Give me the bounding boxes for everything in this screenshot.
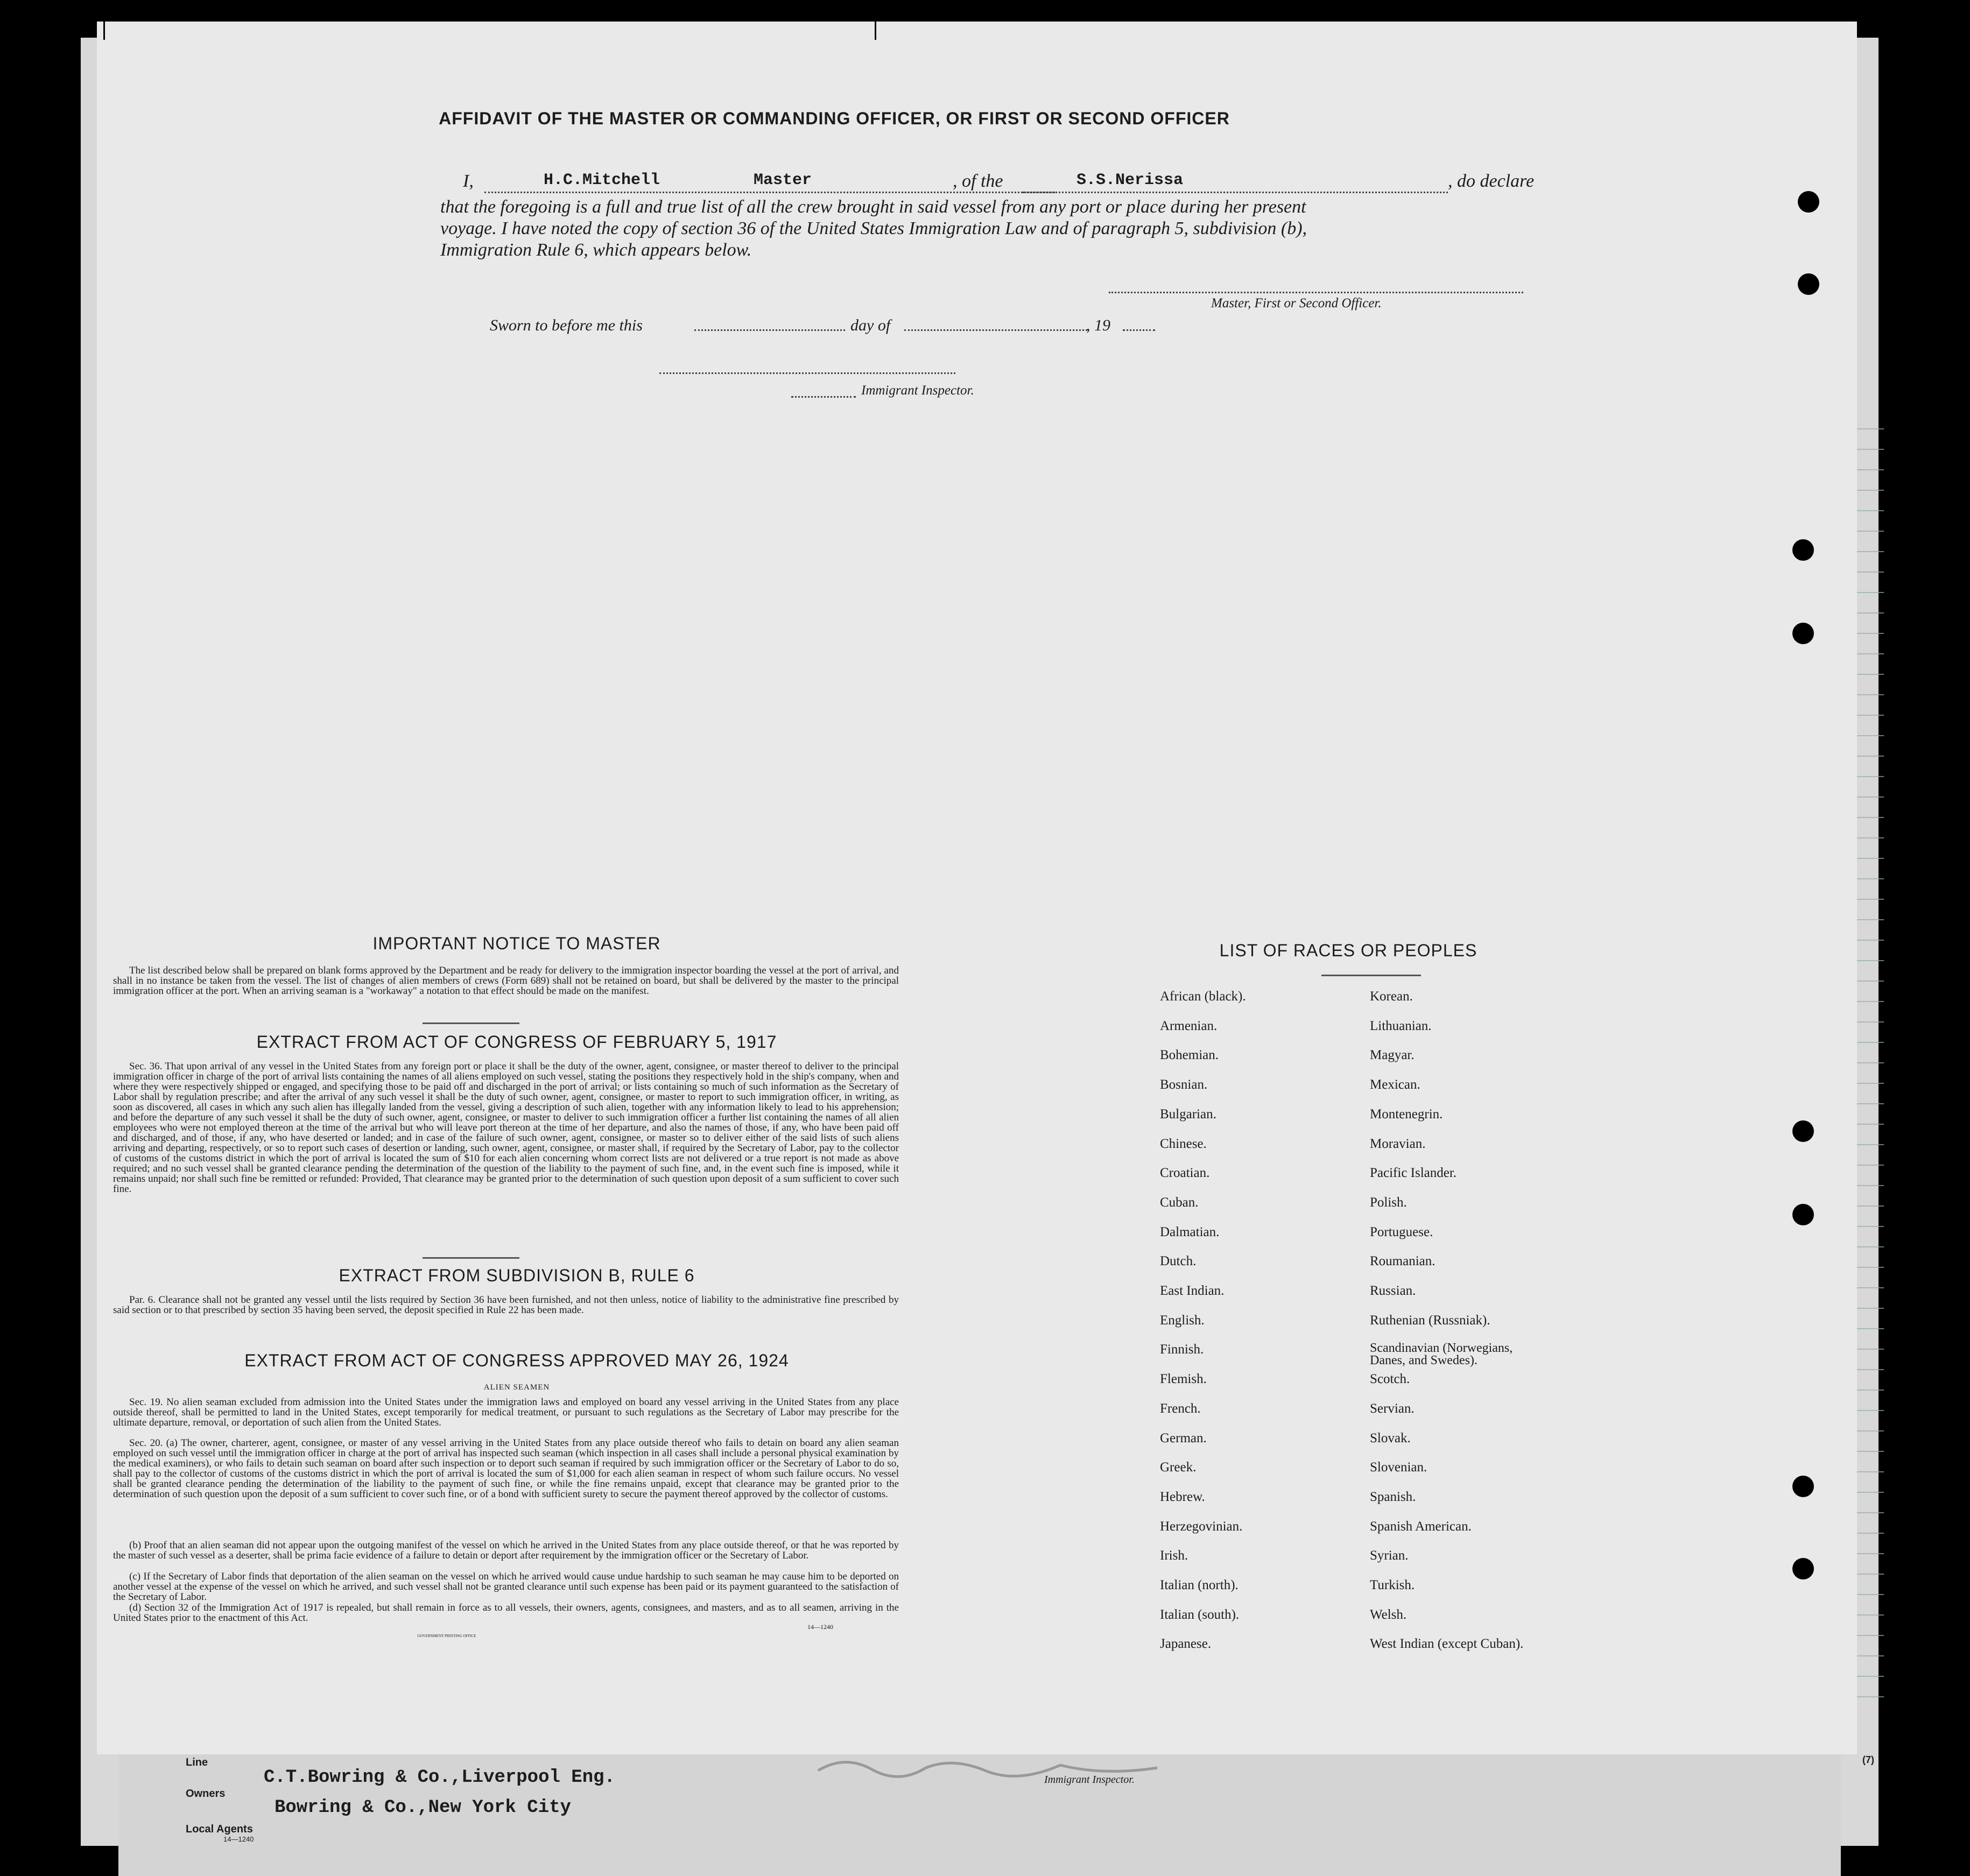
vessel-field xyxy=(1023,171,1448,193)
race-item: Turkish. xyxy=(1370,1578,1415,1592)
race-item: Spanish. xyxy=(1370,1489,1416,1504)
rule6-title: EXTRACT FROM SUBDIVISION B, RULE 6 xyxy=(339,1266,695,1285)
sworn-day-field xyxy=(694,328,845,331)
race-item: Hebrew. xyxy=(1160,1489,1205,1504)
race-item: Spanish American. xyxy=(1370,1519,1472,1534)
year-prefix: , 19 xyxy=(1086,316,1110,334)
form-number: 14—1240 xyxy=(807,1623,833,1631)
extract-1924-subtitle: ALIEN SEAMEN xyxy=(483,1383,550,1392)
race-item: Portuguese. xyxy=(1370,1224,1433,1239)
divider xyxy=(1321,975,1421,976)
underlying-manifest-strip xyxy=(118,1754,1874,1876)
race-item: African (black). xyxy=(1160,989,1246,1004)
race-item: Montenegrin. xyxy=(1370,1106,1443,1122)
race-item: Croatian. xyxy=(1160,1166,1210,1181)
race-item: Bosnian. xyxy=(1160,1077,1208,1092)
sworn-month-field xyxy=(904,328,1087,331)
vessel-name-value: S.S.Nerissa xyxy=(1077,171,1184,189)
race-item: Italian (north). xyxy=(1160,1578,1239,1592)
race-item: German. xyxy=(1160,1430,1207,1445)
race-item: Syrian. xyxy=(1370,1548,1409,1563)
race-item: Scandinavian (Norwegians, Danes, and Swedes). xyxy=(1370,1341,1513,1368)
signature-caption: Master, First or Second Officer. xyxy=(1211,296,1382,311)
race-item: Lithuanian. xyxy=(1370,1018,1432,1033)
race-item: Herzegovinian. xyxy=(1160,1519,1243,1534)
master-rank-value: Master xyxy=(754,171,812,189)
sworn-label: Sworn to before me this xyxy=(490,316,643,334)
extract-1917-body: Sec. 36. That upon arrival of any vessel in the United States from any foreign port or place it shall be the duty of the owner, agent, consignee, or master thereof to deliver to the principal immigration officer in charge of the port of arrival lists containing the names of all aliens employed on such vessel, stating the positions they respectively hold in the ship's company, when and where they were respectively shipped or engaged, and specifying those to be paid off and discharged in the port of arrival; or lists containing so much of such information as the Secretary of Labor shall by regulation prescribe; and after the arrival of any such vessel it shall be the duty of such owner, agent, consignee, or master to report to such immigration officer, in writing, as soon as discovered, all cases in which any such alien has illegally landed from the vessel, giving a description of such alien, together with any information likely to lead to his apprehension; and before the departure of any such vessel it shall be the duty of such owner, agent, consignee, or master to deliver to such immigration officer a further list containing the names of all alien employees who were not employed thereon at the time of the arrival but who will leave port thereon at the time of her departure, and also the names of those, if any, who have been paid off and discharged, and of those, if any, who have deserted or landed; and in case of the failure of such owner, agent, consignee, or master so to deliver either of the said lists of such aliens arriving and departing, respectively, or so to report such cases of desertion or landing, such owner, agent, consignee, or master shall, if required by the Secretary of Labor, pay to the collector of customs of the customs district in which the port of arrival is located the sum of $10 for each alien concerning whom correct lists are not delivered or a true report is not made as above required; and no such vessel shall be granted clearance pending the determination of the question of the liability to the payment of such fine, and, in the event such fine is imposed, while it remains unpaid; nor shall such fine be remitted or refunded: Provided, That clearance may be granted prior to the determination of such question upon deposit of a sum sufficient to cover such fine. xyxy=(113,1061,899,1195)
race-item: Irish. xyxy=(1160,1548,1188,1563)
sec20a-body: Sec. 20. (a) The owner, charterer, agent, consignee, or master of any vessel arriving in the United States from any place outside thereof who fails to detain on board any alien seaman employed on such vessel until the immigration officer in charge at the port of arrival has inspected such seaman (which inspection in all cases shall include a personal physical examination by the medical examiners), or who fails to detain such seaman on board after such inspection or to deport such seaman if required by such immigration officer or the Secretary of Labor to do so, shall pay to the collector of customs of the customs district in which the port of arrival is located the sum of $1,000 for each alien seaman in respect of whom such failure occurs. No vessel shall be granted clearance pending the determination of the liability to the payment of such fine, or while the fine remains unpaid, except that clearance may be granted prior to the determination of such question upon the deposit of a sum sufficient to cover such fine, or of a bond with sufficient surety to secure the payment thereof approved by the collector of customs. xyxy=(113,1437,899,1500)
race-item: Roumanian. xyxy=(1370,1254,1436,1269)
punch-hole xyxy=(1792,1558,1814,1579)
punch-hole xyxy=(1792,623,1814,644)
race-item: Magyar. xyxy=(1370,1048,1415,1063)
race-item: Cuban. xyxy=(1160,1195,1199,1210)
race-item: Polish. xyxy=(1370,1195,1407,1210)
tick-mark xyxy=(875,22,876,40)
inspector-signature-scrawl xyxy=(813,1754,1190,1781)
race-item: Ruthenian (Russniak). xyxy=(1370,1313,1490,1328)
race-item: Korean. xyxy=(1370,989,1413,1004)
tick-mark xyxy=(103,22,105,40)
races-title: LIST OF RACES OR PEOPLES xyxy=(1219,941,1478,960)
race-item: Armenian. xyxy=(1160,1018,1218,1033)
affidavit-i: I, xyxy=(463,171,474,191)
divider xyxy=(423,1022,519,1024)
punch-hole xyxy=(1792,1204,1814,1225)
punch-hole xyxy=(1792,539,1814,561)
owners-value: Bowring & Co.,New York City xyxy=(275,1797,571,1818)
signature-line xyxy=(1109,291,1523,293)
race-item: Flemish. xyxy=(1160,1372,1207,1387)
race-item: Moravian. xyxy=(1370,1136,1426,1151)
sec20d-body: (d) Section 32 of the Immigration Act of 1917 is repealed, but shall remain in force as to all vessels, their owners, agents, consignees, and masters, and as to all seamen, arriving in the United States prior to the enactment of this Act. xyxy=(113,1602,899,1624)
race-item: Chinese. xyxy=(1160,1136,1207,1151)
of-the-label: , of the xyxy=(953,171,1003,191)
punch-hole xyxy=(1792,1476,1814,1497)
race-item: Bulgarian. xyxy=(1160,1106,1216,1122)
printer-credit: GOVERNMENT PRINTING OFFICE xyxy=(417,1634,476,1638)
affidavit-body-line-3: Immigration Rule 6, which appears below. xyxy=(440,240,752,260)
corner-mark: (7) xyxy=(1862,1754,1874,1765)
race-item: Italian (south). xyxy=(1160,1607,1240,1622)
race-item: Bohemian. xyxy=(1160,1048,1219,1063)
affidavit-title: AFFIDAVIT OF THE MASTER OR COMMANDING OFFICER, OR FIRST OR SECOND OFFICER xyxy=(439,109,1230,128)
race-item: Finnish. xyxy=(1160,1342,1204,1357)
race-item: Greek. xyxy=(1160,1460,1197,1475)
affidavit-page xyxy=(97,22,1857,1754)
race-item: Servian. xyxy=(1370,1401,1415,1416)
race-item: French. xyxy=(1160,1401,1201,1416)
sec20c-body: (c) If the Secretary of Labor finds that deportation of the alien seaman on the vessel on which he arrived would cause undue hardship to such seaman he may cause him to be deported on another vessel at the expense of the vessel on which he arrived, and such vessel shall not be granted clearance until such expense has been paid or its payment guaranteed to the satisfaction of the Secretary of Labor. xyxy=(113,1571,899,1603)
sec19-body: Sec. 19. No alien seaman excluded from admission into the United States under the immigration laws and employed on board any vessel arriving in the United States from any place outside thereof, shall be permitted to land in the United States, except temporarily for medical treatment, or pursuant to such regulations as the Secretary of Labor may prescribe for the ultimate departure, removal, or deportation of such alien from the United States. xyxy=(113,1397,899,1428)
bottom-inspector-label: Immigrant Inspector. xyxy=(1044,1774,1135,1786)
divider xyxy=(423,1257,519,1259)
do-declare-label: , do declare xyxy=(1448,171,1535,191)
rule6-body: Par. 6. Clearance shall not be granted any vessel until the lists required by Section 36 have been furnished, and not then unless, notice of liability to the administrative fine prescribed by said section or to that prescribed by section 35 having been served, the deposit specified in Rule 22 has been made. xyxy=(113,1294,899,1316)
inspector-caption: Immigrant Inspector. xyxy=(861,383,974,398)
race-item: Pacific Islander. xyxy=(1370,1166,1457,1181)
punch-hole xyxy=(1792,1120,1814,1142)
punch-hole xyxy=(1798,191,1819,213)
notice-body: The list described below shall be prepared on blank forms approved by the Department and be ready for delivery to the immigration inspector boarding the vessel at the port of arrival, and shall in no instance be taken from the vessel. The list of changes of alien members of crews (Form 689) shall not be retained on board, but shall be delivered by the master to the principal immigration officer at the port. When an arriving seaman is a "workaway" a notation to that effect should be made on the manifest. xyxy=(113,965,899,997)
notice-title: IMPORTANT NOTICE TO MASTER xyxy=(372,934,661,953)
race-item: Slovak. xyxy=(1370,1430,1411,1445)
punch-hole xyxy=(1798,273,1819,295)
extract-1917-title: EXTRACT FROM ACT OF CONGRESS OF FEBRUARY 5, 1917 xyxy=(256,1032,777,1052)
sworn-year-field xyxy=(1123,328,1155,331)
master-name-value: H.C.Mitchell xyxy=(544,171,660,189)
affidavit-body-line-1: that the foregoing is a full and true list of all the crew brought in said vessel from any port or place during her present xyxy=(440,197,1306,217)
agents-label: Local Agents xyxy=(186,1823,253,1835)
inspector-prefix-line xyxy=(791,395,856,398)
inspector-signature-line xyxy=(659,371,955,374)
owners-label: Owners xyxy=(186,1788,226,1800)
race-item: Mexican. xyxy=(1370,1077,1420,1092)
line-value: C.T.Bowring & Co.,Liverpool Eng. xyxy=(264,1767,615,1788)
line-label: Line xyxy=(186,1757,208,1768)
race-item: Slovenian. xyxy=(1370,1460,1427,1475)
race-item: West Indian (except Cuban). xyxy=(1370,1637,1524,1652)
sec20b-body: (b) Proof that an alien seaman did not appear upon the outgoing manifest of the vessel on which he arrived in the United States from any place outside thereof, or that he was reported by the master of such vessel as a deserter, shall be prima facie evidence of a failure to detain or deport after requirement by the immigration officer or the Secretary of Labor. xyxy=(113,1540,899,1561)
day-of-label: day of xyxy=(850,316,891,334)
agents-form-number: 14—1240 xyxy=(223,1835,254,1843)
race-item: Scotch. xyxy=(1370,1372,1410,1387)
affidavit-body-line-2: voyage. I have noted the copy of section 36 of the United States Immigration Law and of paragraph 5, subdivision (b), xyxy=(440,218,1307,238)
race-item: Russian. xyxy=(1370,1283,1416,1298)
race-item: Dalmatian. xyxy=(1160,1224,1220,1239)
race-item: Japanese. xyxy=(1160,1637,1212,1652)
race-item: English. xyxy=(1160,1313,1205,1328)
extract-1924-title: EXTRACT FROM ACT OF CONGRESS APPROVED MAY 26, 1924 xyxy=(244,1351,789,1370)
race-item: Welsh. xyxy=(1370,1607,1407,1622)
race-item: East Indian. xyxy=(1160,1283,1225,1298)
race-item: Dutch. xyxy=(1160,1254,1197,1269)
